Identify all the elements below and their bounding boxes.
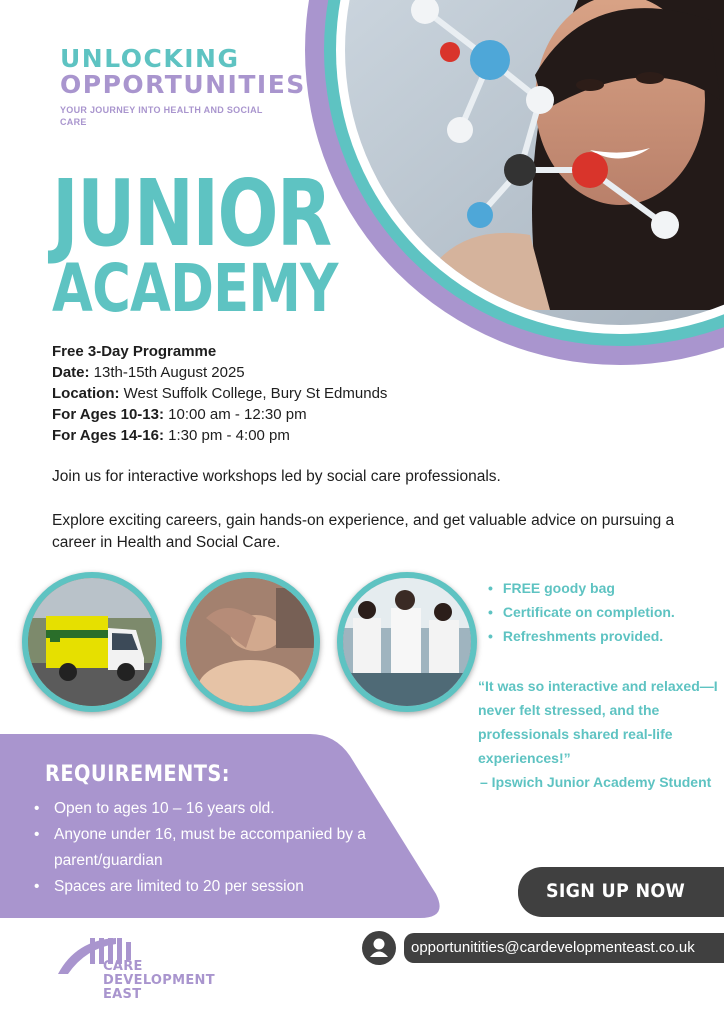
programme-title: Free 3-Day Programme: [52, 343, 217, 360]
headline-junior: JUNIOR: [52, 160, 331, 267]
perk-item: • Certificate on completion.: [488, 600, 724, 624]
programme-details: [52, 341, 432, 446]
perk-item: • FREE goody bag: [488, 576, 724, 600]
brand-line-1: UNLOCKING: [60, 44, 240, 73]
sign-up-label[interactable]: SIGN UP NOW: [546, 880, 686, 902]
ages-older-value: 1:30 pm - 4:00 pm: [163, 427, 290, 444]
person-icon: [362, 931, 396, 965]
lab-photo: [337, 572, 477, 712]
date-label: Date:: [52, 364, 90, 381]
footer-brand: [103, 960, 243, 1002]
intro-paragraph-1: Join us for interactive workshops led by social care professionals.: [52, 468, 501, 485]
ages-young-value: 10:00 am - 12:30 pm: [163, 406, 307, 423]
requirement-item: • Anyone under 16, must be accompanied by a parent/guardian: [34, 822, 404, 874]
perk-item: • Refreshments provided.: [488, 624, 724, 648]
date-value: 13th-15th August 2025: [89, 364, 245, 381]
requirements-list: [34, 796, 404, 900]
requirement-item: • Open to ages 10 – 16 years old.: [34, 796, 404, 822]
brand-line-2: OPPORTUNITIES: [60, 70, 306, 99]
testimonial-attribution: – Ipswich Junior Academy Student: [480, 774, 712, 790]
brand-tagline: YOUR JOURNEY INTO HEALTH AND SOCIAL CARE: [60, 105, 263, 127]
testimonial: [478, 674, 718, 794]
requirements-title: REQUIREMENTS:: [45, 762, 230, 787]
ages-young-label: For Ages 10-13:: [52, 406, 164, 423]
cpr-photo: [180, 572, 320, 712]
perks-list: [488, 576, 724, 648]
hero-photo: [290, 0, 724, 365]
contact-email[interactable]: opportunitities@cardevelopmenteast.co.uk: [411, 939, 695, 956]
ages-older-label: For Ages 14-16:: [52, 427, 164, 444]
testimonial-quote: “It was so interactive and relaxed—I never felt stressed, and the professionals shared real-life experiences!”: [478, 678, 718, 766]
footer-brand-line-1: CARE: [103, 959, 143, 974]
intro-paragraph-2: Explore exciting careers, gain hands-on experience, and get valuable advice on pursuing a career in Health and Social Care.: [52, 512, 675, 551]
headline-academy: ACADEMY: [52, 250, 338, 327]
location-value: West Suffolk College, Bury St Edmunds: [119, 385, 388, 402]
footer-brand-line-3: EAST: [103, 987, 142, 1002]
location-label: Location:: [52, 385, 120, 402]
ambulance-photo: [22, 572, 162, 712]
requirement-item: • Spaces are limited to 20 per session: [34, 874, 404, 900]
footer-brand-line-2: DEVELOPMENT: [103, 973, 215, 988]
